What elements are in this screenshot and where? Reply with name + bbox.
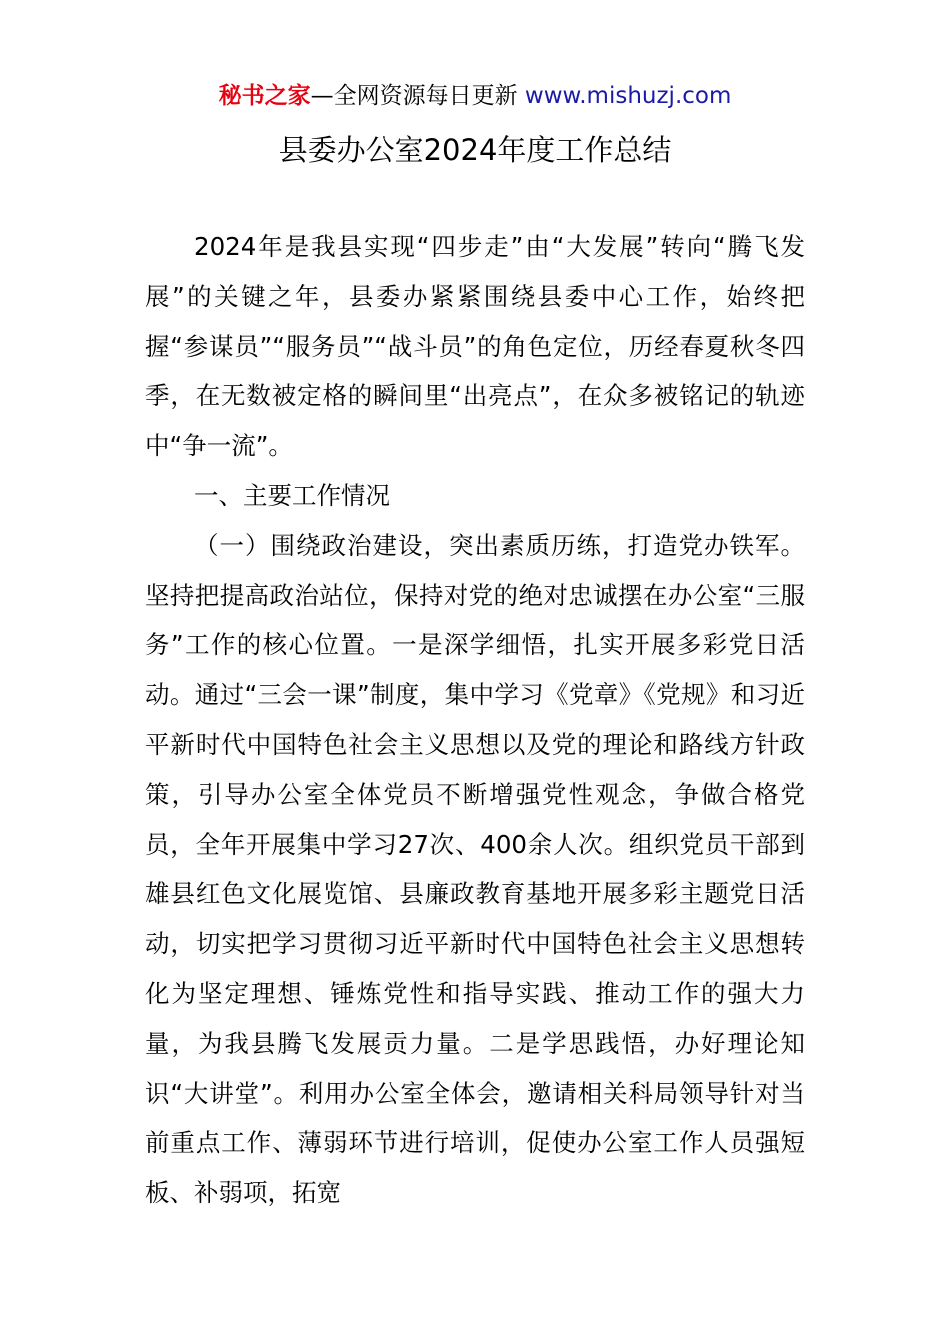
- section-heading: 一、主要工作情况: [194, 480, 390, 510]
- site-brand: 秘书之家: [218, 83, 311, 109]
- document-title: 县委办公室2024年度工作总结: [278, 133, 672, 167]
- intro-paragraph: 2024年是我县实现“四步走”由“大发展”转向“腾飞发展”的关键之年，县委办紧紧围绕县委中心工作，始终把握“参谋员”“服务员”“战斗员”的角色定位，历经春夏秋冬四季，在无数被定格的瞬间里“出亮点”，在众多被铭记的轨迹中“争一流”。: [145, 232, 805, 461]
- site-url-link[interactable]: www.mishuzj.com: [524, 83, 732, 109]
- site-header: [0, 80, 950, 112]
- body-paragraph: （一）围绕政治建设，突出素质历练，打造党办铁军。坚持把提高政治站位，保持对党的绝对忠诚摆在办公室“三服务”工作的核心位置。一是深学细悟，扎实开展多彩党日活动。通过“三会一课”制度，集中学习《党章》《党规》和习近平新时代中国特色社会主义思想以及党的理论和路线方针政策，引导办公室全体党员不断增强党性观念，争做合格党员，全年开展集中学习27次、400余人次。组织党员干部到雄县红色文化展览馆、县廉政教育基地开展多彩主题党日活动，切实把学习贯彻习近平新时代中国特色社会主义思想转化为坚定理想、锤炼党性和指导实践、推动工作的强大力量，为我县腾飞发展贡力量。二是学思践悟，办好理论知识“大讲堂”。利用办公室全体会，邀请相关科局领导针对当前重点工作、薄弱环节进行培训，促使办公室工作人员强短板、补弱项，拓宽: [145, 530, 805, 1208]
- document-body: [145, 222, 805, 1218]
- site-tagline: —全网资源每日更新: [310, 83, 518, 109]
